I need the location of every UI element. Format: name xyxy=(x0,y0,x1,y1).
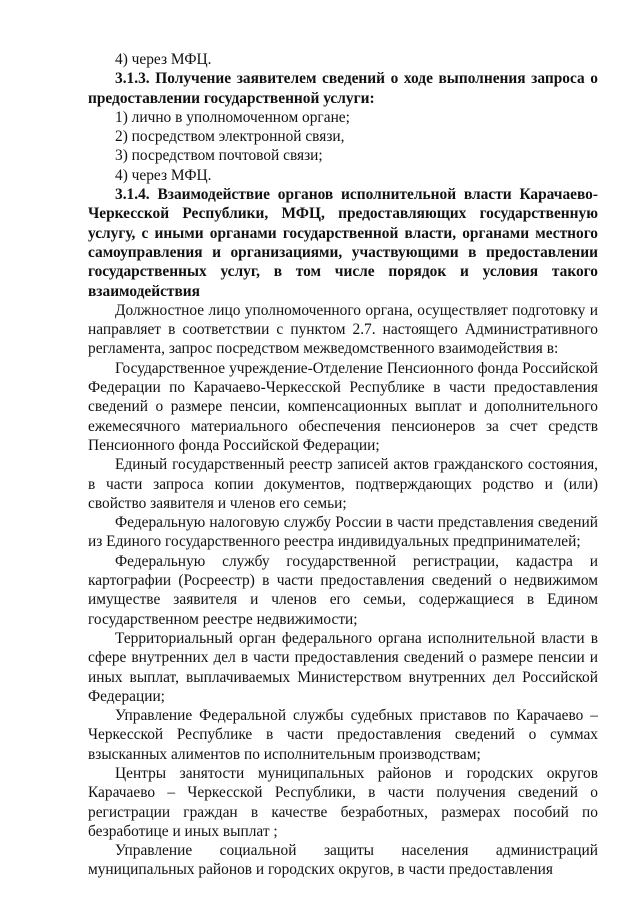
list-item: 2) посредством электронной связи, xyxy=(115,128,345,146)
paragraph: Государственное учреждение-Отделение Пенсионного фонда Российской Федерации по Карачаево-Черкесской Республике в части предоставления сведений о размере пенсии, компенсационных выплат и дополнительного ежемесячного материального обеспечения пенсионеров за счет средств Пенсионного фонда Российской Федерации; xyxy=(88,359,598,454)
section-number: 3.1.3. xyxy=(115,70,150,88)
section-number: 3.1.4. xyxy=(115,186,150,204)
paragraph: Управление Федеральной службы судебных приставов по Карачаево – Черкесской Республике в части предоставления сведений о суммах взысканных алиментов по исполнительным производствам; xyxy=(88,707,598,763)
document-page xyxy=(88,50,598,880)
section-heading-3-1-3 xyxy=(88,69,598,108)
section-heading-3-1-4 xyxy=(88,185,598,301)
paragraph: Территориальный орган федерального органа исполнительной власти в сфере внутренних дел в части предоставления сведений о размере пенсии и иных выплат, выплачиваемых Министерством внутренних дел Российской Федерации; xyxy=(88,629,598,705)
list-item: 4) через МФЦ. xyxy=(115,166,212,184)
list-item-mfc: 4) через МФЦ. xyxy=(115,51,212,68)
paragraph: Федеральную службу государственной регистрации, кадастра и картографии (Росреестр) в части предоставления сведений о недвижимом имуществе заявителя и членов его семьи, содержащиеся в Едином государственном реестре недвижимости; xyxy=(88,552,598,628)
section-title: Взаимодействие органов исполнительной власти Карачаево-Черкесской Республики, МФЦ, предоставляющих государственную услугу, с иными органами государственной власти, органами местного самоуправления и организациями, участвующими в предоставлении государственных услуг, в том числе порядок и условия такого взаимодействия xyxy=(88,186,598,300)
paragraph: Центры занятости муниципальных районов и городских округов Карачаево – Черкесской Республики, в части получения сведений о регистрации граждан в качестве безработных, размерах пособий по безработице и иных выплат ; xyxy=(88,764,598,840)
paragraph: Должностное лицо уполномоченного органа, осуществляет подготовку и направляет в соответствии с пунктом 2.7. настоящего Административного регламента, запрос посредством межведомственного взаимодействия в: xyxy=(88,301,598,358)
list-item: 1) лично в уполномоченном органе; xyxy=(115,108,350,126)
paragraph: Единый государственный реестр записей актов гражданского состояния, в части запроса копии документов, подтверждающих родство и (или) свойство заявителя и членов его семьи; xyxy=(88,456,598,512)
paragraph: Управление социальной защиты населения администраций муниципальных районов и городских округов, в части предоставления xyxy=(88,842,598,879)
paragraph: Федеральную налоговую службу России в части представления сведений из Единого государственного реестра индивидуальных предпринимателей; xyxy=(88,514,598,551)
list-item: 3) посредством почтовой связи; xyxy=(115,147,323,165)
section-title: Получение заявителем сведений о ходе выполнения запроса о предоставлении государственной услуги: xyxy=(88,70,598,107)
